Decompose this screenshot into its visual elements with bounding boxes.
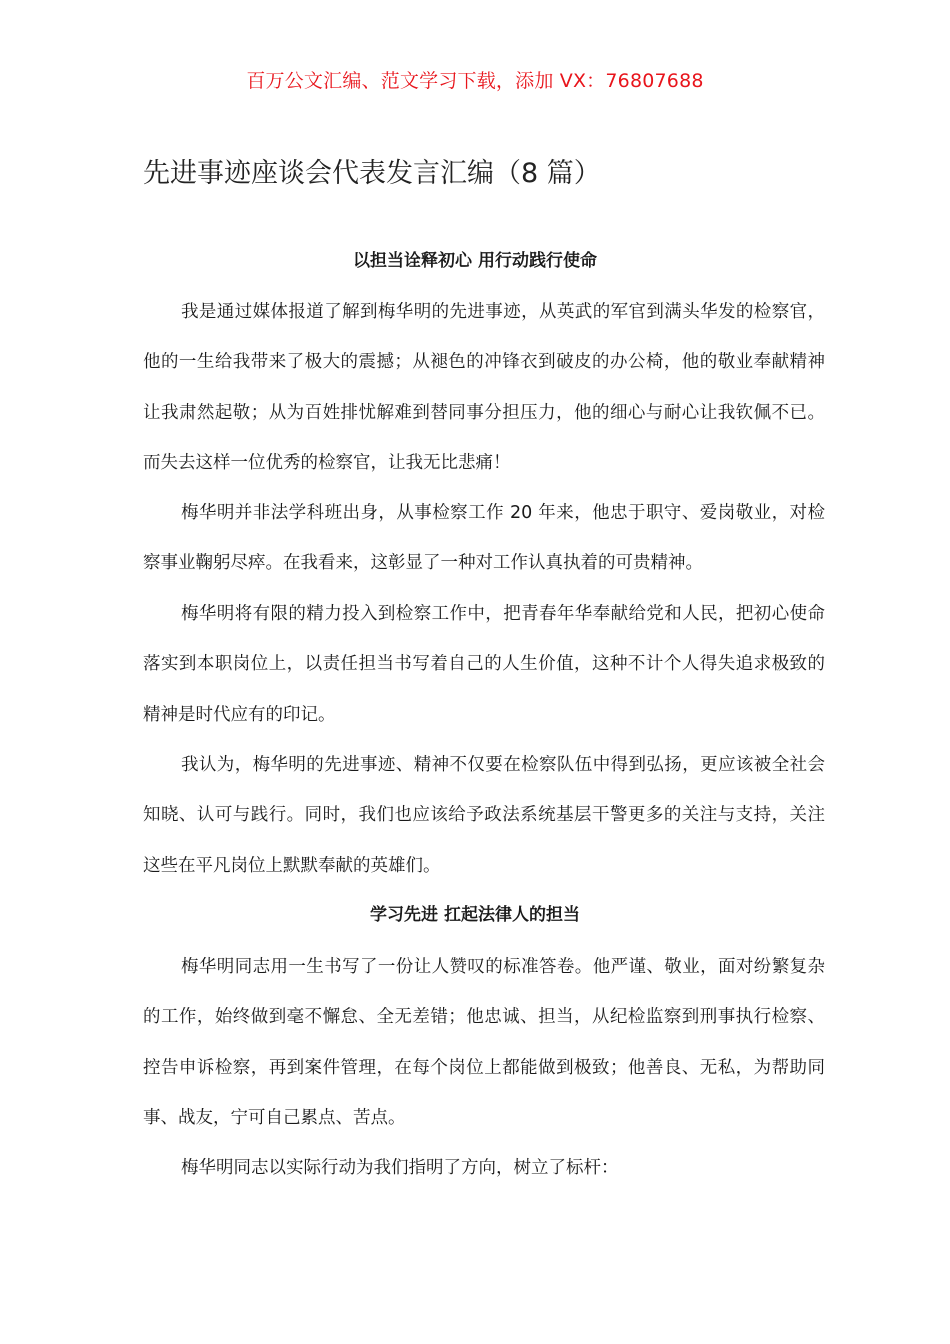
paragraph: 梅华明同志用一生书写了一份让人赞叹的标准答卷。他严谨、敬业，面对纷繁复杂的工作，始终做到毫不懈怠、全无差错；他忠诚、担当，从纪检监察到刑事执行检察、控告申诉检察，再到案件管理，在每个岗位上都能做到极致；他善良、无私，为帮助同事、战友，宁可自己累点、苦点。: [143, 957, 825, 1128]
paragraph: 我认为，梅华明的先进事迹、精神不仅要在检察队伍中得到弘扬，更应该被全社会知晓、认可与践行。同时，我们也应该给予政法系统基层干警更多的关注与支持，关注这些在平凡岗位上默默奉献的英雄们。: [143, 755, 825, 876]
paragraph: 梅华明并非法学科班出身，从事检察工作 20 年来，他忠于职守、爱岗敬业，对检察事业鞠躬尽瘁。在我看来，这彰显了一种对工作认真执着的可贵精神。: [143, 503, 825, 574]
paragraph: 梅华明同志以实际行动为我们指明了方向，树立了标杆：: [181, 1158, 619, 1178]
section-heading-1: 以担当诠释初心 用行动践行使命: [353, 251, 597, 271]
document-title: 先进事迹座谈会代表发言汇编（8 篇）: [143, 158, 601, 189]
paragraph: 梅华明将有限的精力投入到检察工作中，把青春年华奉献给党和人民，把初心使命落实到本职岗位上，以责任担当书写着自己的人生价值，这种不计个人得失追求极致的精神是时代应有的印记。: [143, 604, 825, 725]
paragraph: 我是通过媒体报道了解到梅华明的先进事迹，从英武的军官到满头华发的检察官，他的一生给我带来了极大的震撼；从褪色的冲锋衣到破皮的办公椅，他的敬业奉献精神让我肃然起敬；从为百姓排忧解难到替同事分担压力，他的细心与耐心让我钦佩不已。而失去这样一位优秀的检察官，让我无比悲痛！: [143, 302, 825, 473]
header-banner: 百万公文汇编、范文学习下载，添加 VX：76807688: [246, 70, 704, 92]
section-heading-2: 学习先进 扛起法律人的担当: [370, 905, 580, 925]
